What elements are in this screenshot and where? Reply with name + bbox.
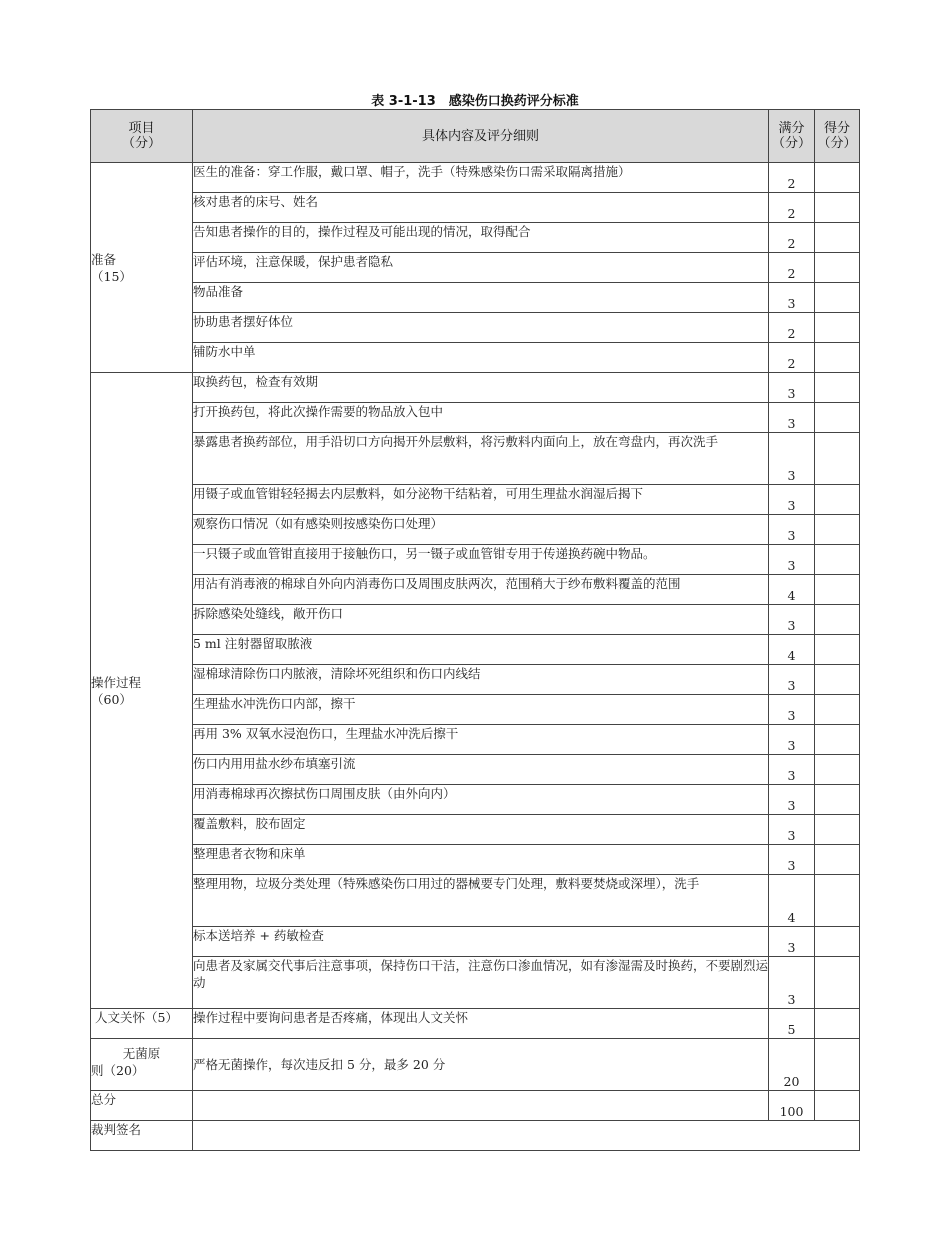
procedure-row [91, 695, 860, 725]
procedure-row [91, 515, 860, 545]
header-got-score: 得分 （分） [815, 110, 860, 163]
got-score-cell[interactable] [815, 515, 860, 545]
prep-row [91, 343, 860, 373]
procedure-row [91, 815, 860, 845]
criterion-text: 评估环境，注意保暖，保护患者隐私 [193, 253, 769, 283]
criterion-text: 伤口内用用盐水纱布填塞引流 [193, 755, 769, 785]
procedure-row [91, 605, 860, 635]
got-score-cell[interactable] [815, 1039, 860, 1091]
got-score-cell[interactable] [815, 755, 860, 785]
prep-row [91, 193, 860, 223]
full-score-cell: 4 [769, 635, 815, 665]
full-score-cell: 20 [769, 1039, 815, 1091]
prep-row [91, 223, 860, 253]
criterion-text: 用消毒棉球再次擦拭伤口周围皮肤（由外向内） [193, 785, 769, 815]
criterion-text: 生理盐水冲洗伤口内部，擦干 [193, 695, 769, 725]
humanistic-row [91, 1009, 860, 1039]
got-score-cell[interactable] [815, 223, 860, 253]
got-score-cell[interactable] [815, 163, 860, 193]
procedure-row [91, 635, 860, 665]
procedure-row [91, 485, 860, 515]
full-score-cell: 2 [769, 223, 815, 253]
criterion-text: 严格无菌操作，每次违反扣 5 分，最多 20 分 [193, 1039, 769, 1091]
criterion-text: 铺防水中单 [193, 343, 769, 373]
aseptic-label: 无菌原 则（20） [91, 1039, 193, 1091]
got-score-cell[interactable] [815, 403, 860, 433]
procedure-row [91, 403, 860, 433]
procedure-row [91, 665, 860, 695]
prep-row [91, 283, 860, 313]
prep-row [91, 163, 860, 193]
full-score-cell: 3 [769, 845, 815, 875]
prep-section-label [91, 163, 193, 373]
criterion-text: 物品准备 [193, 283, 769, 313]
procedure-row [91, 755, 860, 785]
full-score-cell: 3 [769, 485, 815, 515]
criterion-text: 湿棉球清除伤口内脓液，清除坏死组织和伤口内线结 [193, 665, 769, 695]
criterion-text: 医生的准备：穿工作服，戴口罩、帽子，洗手（特殊感染伤口需采取隔离措施） [193, 163, 769, 193]
judge-label: 裁判签名 [91, 1121, 193, 1151]
got-score-cell[interactable] [815, 373, 860, 403]
criterion-text: 整理患者衣物和床单 [193, 845, 769, 875]
criterion-text: 整理用物，垃圾分类处理（特殊感染伤口用过的器械要专门处理，敷料要焚烧或深埋），洗手 [193, 875, 769, 927]
full-score-cell: 2 [769, 193, 815, 223]
got-score-cell[interactable] [815, 695, 860, 725]
full-score-cell: 3 [769, 695, 815, 725]
full-score-cell: 3 [769, 815, 815, 845]
got-score-cell[interactable] [815, 957, 860, 1009]
full-score-cell: 5 [769, 1009, 815, 1039]
got-score-cell[interactable] [815, 875, 860, 927]
procedure-row [91, 875, 860, 927]
full-score-cell: 3 [769, 433, 815, 485]
section-name: 操作过程 [91, 674, 142, 690]
table-caption: 表 3-1-13 感染伤口换药评分标准 [371, 94, 579, 109]
full-score-cell: 2 [769, 163, 815, 193]
procedure-row [91, 785, 860, 815]
full-score-cell: 3 [769, 665, 815, 695]
procedure-row [91, 845, 860, 875]
full-score-cell: 3 [769, 927, 815, 957]
total-got-score[interactable] [815, 1091, 860, 1121]
total-label: 总分 [91, 1091, 193, 1121]
criterion-text: 核对患者的床号、姓名 [193, 193, 769, 223]
full-score-cell: 3 [769, 755, 815, 785]
header-content: 具体内容及评分细则 [193, 110, 769, 163]
full-score-cell: 4 [769, 875, 815, 927]
got-score-cell[interactable] [815, 845, 860, 875]
judge-row [91, 1121, 860, 1151]
criterion-text: 告知患者操作的目的，操作过程及可能出现的情况，取得配合 [193, 223, 769, 253]
criterion-text: 向患者及家属交代事后注意事项，保持伤口干洁，注意伤口渗血情况，如有渗湿需及时换药，不要剧烈运动 [193, 957, 769, 1009]
got-score-cell[interactable] [815, 927, 860, 957]
full-score-cell: 2 [769, 313, 815, 343]
full-score-cell: 3 [769, 283, 815, 313]
procedure-row [91, 927, 860, 957]
got-score-cell[interactable] [815, 1009, 860, 1039]
criterion-text: 标本送培养 + 药敏检查 [193, 927, 769, 957]
prep-row [91, 253, 860, 283]
criterion-text: 用沾有消毒液的棉球自外向内消毒伤口及周围皮肤两次，范围稍大于纱布敷料覆盖的范围 [193, 575, 769, 605]
full-score-cell: 3 [769, 515, 815, 545]
criterion-text: 观察伤口情况（如有感染则按感染伤口处理） [193, 515, 769, 545]
got-score-cell[interactable] [815, 545, 860, 575]
procedure-row [91, 433, 860, 485]
got-score-cell[interactable] [815, 283, 860, 313]
got-score-cell[interactable] [815, 193, 860, 223]
header-row [91, 110, 860, 163]
full-score-cell: 2 [769, 253, 815, 283]
header-item: 项目 （分） [91, 110, 193, 163]
got-score-cell[interactable] [815, 433, 860, 485]
got-score-cell[interactable] [815, 635, 860, 665]
criterion-text: 打开换药包，将此次操作需要的物品放入包中 [193, 403, 769, 433]
got-score-cell[interactable] [815, 785, 860, 815]
full-score-cell: 2 [769, 343, 815, 373]
criterion-text: 拆除感染处缝线，敞开伤口 [193, 605, 769, 635]
full-score-cell: 3 [769, 725, 815, 755]
total-row [91, 1091, 860, 1121]
criterion-text: 操作过程中要询问患者是否疼痛，体现出人文关怀 [193, 1009, 769, 1039]
full-score-cell: 3 [769, 785, 815, 815]
total-full-score: 100 [769, 1091, 815, 1121]
header-full-score: 满分 （分） [769, 110, 815, 163]
got-score-cell[interactable] [815, 253, 860, 283]
total-content [193, 1091, 769, 1121]
prep-row [91, 313, 860, 343]
full-score-cell: 3 [769, 403, 815, 433]
section-points: （15） [91, 268, 132, 284]
full-score-cell: 3 [769, 957, 815, 1009]
procedure-row [91, 373, 860, 403]
got-score-cell[interactable] [815, 575, 860, 605]
procedure-row [91, 545, 860, 575]
full-score-cell: 3 [769, 605, 815, 635]
criterion-text: 5 ml 注射器留取脓液 [193, 635, 769, 665]
humanistic-label: 人文关怀（5） [91, 1009, 193, 1039]
got-score-cell[interactable] [815, 725, 860, 755]
procedure-row [91, 957, 860, 1009]
got-score-cell[interactable] [815, 343, 860, 373]
full-score-cell: 3 [769, 545, 815, 575]
got-score-cell[interactable] [815, 665, 860, 695]
criterion-text: 用镊子或血管钳轻轻揭去内层敷料，如分泌物干结粘着，可用生理盐水润湿后揭下 [193, 485, 769, 515]
scoring-table [90, 109, 860, 1151]
section-name: 准备 [91, 251, 117, 267]
got-score-cell[interactable] [815, 485, 860, 515]
criterion-text: 一只镊子或血管钳直接用于接触伤口，另一镊子或血管钳专用于传递换药碗中物品。 [193, 545, 769, 575]
criterion-text: 协助患者摆好体位 [193, 313, 769, 343]
procedure-section-label [91, 373, 193, 1009]
table-body [91, 163, 860, 1151]
aseptic-row [91, 1039, 860, 1091]
procedure-row [91, 725, 860, 755]
criterion-text: 取换药包，检查有效期 [193, 373, 769, 403]
judge-signature-field[interactable] [193, 1121, 860, 1151]
criterion-text: 覆盖敷料，胶布固定 [193, 815, 769, 845]
criterion-text: 暴露患者换药部位，用手沿切口方向揭开外层敷料，将污敷料内面向上，放在弯盘内，再次洗手 [193, 433, 769, 485]
section-points: （60） [91, 691, 132, 707]
full-score-cell: 4 [769, 575, 815, 605]
full-score-cell: 3 [769, 373, 815, 403]
criterion-text: 再用 3% 双氧水浸泡伤口，生理盐水冲洗后擦干 [193, 725, 769, 755]
procedure-row [91, 575, 860, 605]
got-score-cell[interactable] [815, 313, 860, 343]
got-score-cell[interactable] [815, 605, 860, 635]
got-score-cell[interactable] [815, 815, 860, 845]
